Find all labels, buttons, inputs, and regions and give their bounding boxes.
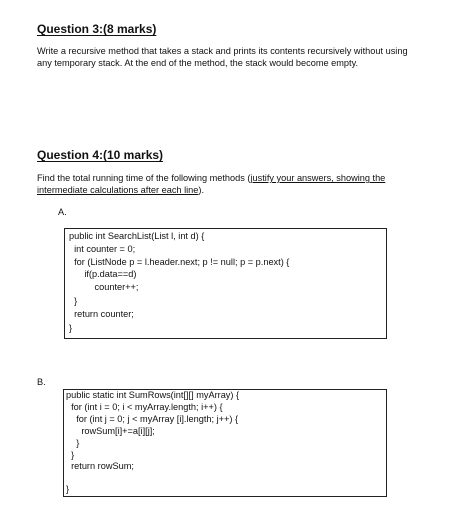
question-4-intro-end: ). [198, 185, 205, 195]
question-4-intro-line-2 [37, 184, 457, 196]
question-4-intro [37, 172, 457, 196]
question-4-intro-text: Find the total running time of the following methods ( [37, 173, 251, 183]
question-3-heading: Question 3:(8 marks) [37, 22, 157, 36]
question-3-body-line-1: Write a recursive method that takes a stack and prints its contents recursively without using [37, 46, 408, 56]
code-line: for (int i = 0; i < myArray.length; i++) { [66, 402, 223, 412]
question-4-intro-line-1 [37, 172, 457, 184]
question-4-justify-note: justify your answers, showing the [250, 173, 386, 183]
code-line: for (ListNode p = l.header.next; p != null; p = p.next) { [69, 257, 290, 267]
part-b-code-box [63, 389, 387, 497]
question-4-heading: Question 4:(10 marks) [37, 148, 164, 162]
question-4-justify-note-cont: intermediate calculations after each line [37, 185, 199, 195]
code-line: rowSum[i]+=a[i][j]; [66, 426, 155, 436]
question-3-body [37, 45, 457, 69]
code-line: counter++; [69, 282, 139, 292]
part-b-label: B. [37, 377, 46, 387]
code-line: int counter = 0; [69, 244, 136, 254]
code-line: } [66, 438, 80, 448]
code-line: return rowSum; [66, 461, 134, 471]
code-line: } [69, 323, 73, 333]
part-a-label: A. [58, 207, 67, 217]
question-3-body-line-2: any temporary stack. At the end of the method, the stack would become empty. [37, 58, 359, 68]
code-line: if(p.data==d) [69, 269, 137, 279]
part-a-code-box [64, 228, 387, 339]
code-line: return counter; [69, 309, 134, 319]
code-line: for (int j = 0; j < myArray [i].length; j++) { [66, 414, 239, 424]
code-line: } [66, 484, 70, 494]
code-line: } [69, 296, 78, 306]
code-line: } [66, 450, 75, 460]
code-line: public static int SumRows(int[][] myArray) { [66, 390, 240, 400]
code-line: public int SearchList(List l, int d) { [69, 231, 205, 241]
